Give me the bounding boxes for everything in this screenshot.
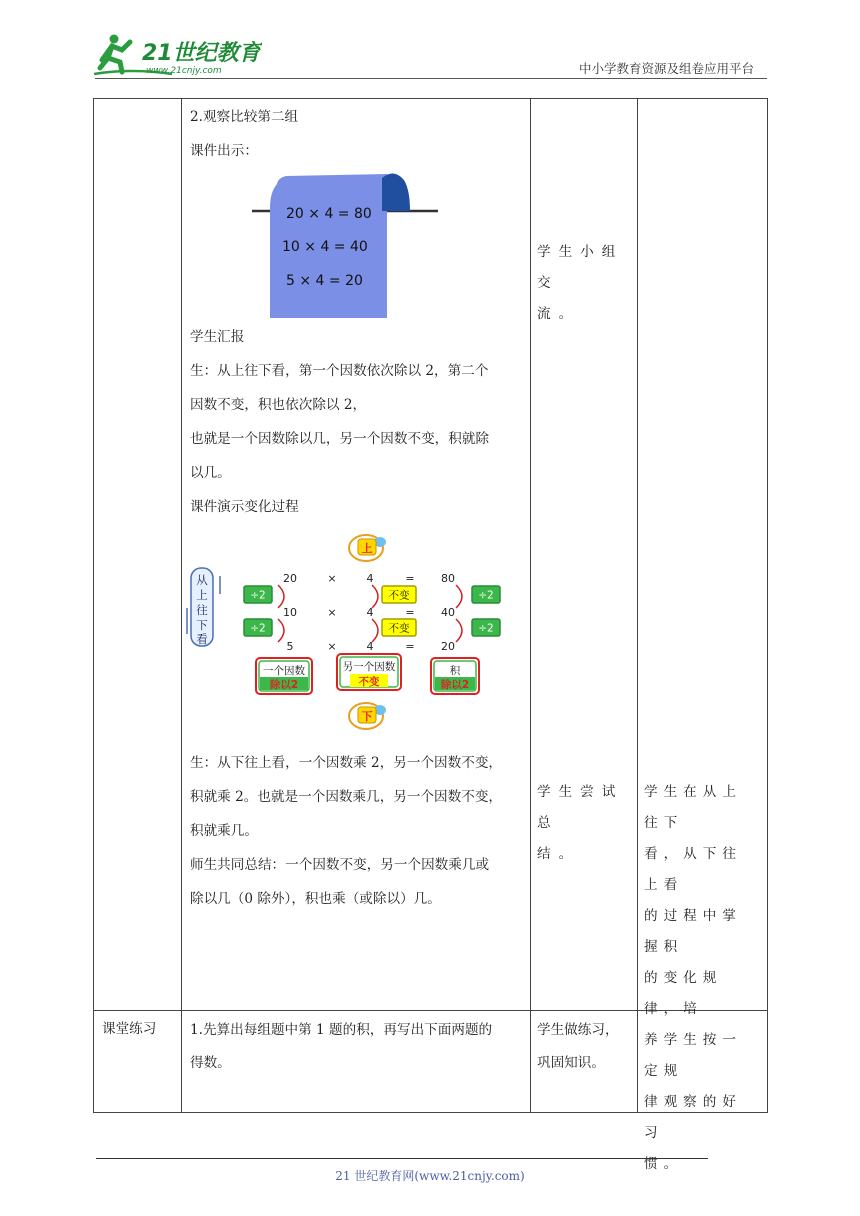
equation-eq: = [405,640,415,653]
report-line: 也就是一个因数除以几，另一个因数不变，积就除 [190,431,490,447]
student-activity-line: 巩固知识。 [537,1055,605,1071]
side-label [187,568,220,646]
teacher-activity-cell [182,99,531,1011]
courseware-label: 课件出示： [190,143,258,159]
student-line: 积就乘几。 [190,823,258,839]
equation-op: × [327,640,337,653]
svg-text:÷2: ÷2 [250,622,266,635]
stage-cell [94,99,182,1011]
equation-eq: = [405,606,415,619]
equation-c: 80 [441,572,455,585]
stage-cell: 课堂练习 [94,1011,182,1113]
table-row [94,99,768,1011]
equation-b: 4 [366,606,374,619]
divide-badge-left [244,586,272,603]
cloud-icon [349,703,386,729]
equation-b: 4 [366,640,374,653]
student-line: 积就乘 2。也就是一个因数乘几，另一个因数不变， [190,789,503,805]
report-title: 学生汇报 [190,329,245,345]
equation-a: 10 [283,606,297,619]
footer-divider [96,1158,708,1159]
design-intent-line: 看，从下往上看 [644,846,742,893]
platform-title: 中小学教育资源及组卷应用平台 [578,61,754,76]
report-line: 以几。 [190,465,231,481]
student-activity-line: 学生尝试总 [537,784,624,831]
middle-arrow [372,585,378,608]
report-line: 因数不变，积也依次除以 2， [190,397,367,413]
student-activity-line: 学生小组交 [537,244,624,291]
exercise-line: 得数。 [190,1055,231,1071]
scroll-line-2: 10 × 4 = 40 [282,239,368,255]
svg-text:不变: 不变 [388,589,410,602]
svg-text:从: 从 [196,573,208,587]
student-activity-line: 结。 [537,846,581,862]
report-line: 生：从上往下看，第一个因数依次除以 2，第二个 [190,363,489,379]
svg-text:下: 下 [196,618,208,632]
box2-top: 另一个因数 [342,661,396,673]
top-cloud-label: 上 [361,542,373,555]
student-activity-line: 流。 [537,306,581,322]
scroll-curl [382,173,410,211]
box3-top: 积 [449,665,461,677]
svg-text:上: 上 [196,588,208,602]
design-intent-cell [638,99,768,1172]
scroll-figure [182,168,522,318]
logo [92,30,262,80]
svg-text:÷2: ÷2 [478,622,494,635]
equation-op: × [327,572,337,585]
box1-top: 一个因数 [263,665,305,677]
teacher-activity-cell [182,1011,531,1113]
student-activity-cell [531,99,638,1011]
logo-text: 21世纪教育 [142,41,261,66]
exercise-line: 1.先算出每组题中第 1 题的积，再写出下面两题的 [190,1022,493,1038]
design-intent-line: 养学生按一定规 [644,1032,742,1079]
summary-line: 除以几（0 除外），积也乘（或除以）几。 [190,891,441,907]
scroll-line-3: 5 × 4 = 20 [286,273,363,289]
box1-bottom: 除以2 [269,679,299,691]
design-intent-line: 惯。 [644,1156,684,1172]
equation-c: 40 [441,606,455,619]
change-diagram [182,524,527,742]
design-intent-line: 的变化规律，培 [644,970,723,1017]
svg-text:÷2: ÷2 [250,589,266,602]
lesson-table [93,98,768,1172]
logo-url: www.21cnjy.com [146,66,222,76]
equation-rows [283,572,455,653]
label-box-product [431,658,479,694]
divide-badge-left [244,619,272,636]
middle-arrow [372,619,378,642]
design-intent-line: 律观察的好习 [644,1094,742,1141]
unchanged-badge [382,619,416,636]
svg-text:看: 看 [196,632,208,646]
footer-text: 21 世纪教育网(www.21cnjy.com) [335,1169,525,1183]
svg-text:不变: 不变 [388,622,410,635]
right-arrow [456,619,462,642]
right-arrow [456,585,462,608]
equation-eq: = [405,572,415,585]
summary-line: 师生共同总结：一个因数不变，另一个因数乘几或 [190,857,490,873]
box3-bottom: 除以2 [440,679,470,691]
header-divider [95,78,767,79]
svg-text:往: 往 [196,603,208,617]
demo-title: 课件演示变化过程 [190,499,299,515]
design-intent-line: 学生在从上往下 [644,784,742,831]
cloud-icon [349,535,386,561]
scroll-line-1: 20 × 4 = 80 [286,206,372,222]
label-box-factor [256,658,312,694]
divide-badge-right [472,586,500,603]
design-intent-line: 的过程中掌握积 [644,908,742,955]
page-header [0,0,860,90]
student-activity-cell [531,1011,638,1113]
left-arrow [278,619,284,642]
equation-b: 4 [366,572,374,585]
divide-badge-right [472,619,500,636]
equation-op: × [327,606,337,619]
equation-a: 20 [283,572,297,585]
section-title: 2.观察比较第二组 [190,109,299,125]
label-box-other-factor [337,654,401,690]
equation-a: 5 [286,640,294,653]
box2-bottom: 不变 [358,676,380,688]
left-arrow [278,585,284,608]
student-line: 生：从下往上看，一个因数乘 2，另一个因数不变， [190,755,503,771]
equation-c: 20 [441,640,455,653]
svg-text:÷2: ÷2 [478,589,494,602]
bottom-cloud-label: 下 [361,710,373,723]
student-activity-line: 学生做练习， [537,1022,619,1038]
unchanged-badge [382,586,416,603]
